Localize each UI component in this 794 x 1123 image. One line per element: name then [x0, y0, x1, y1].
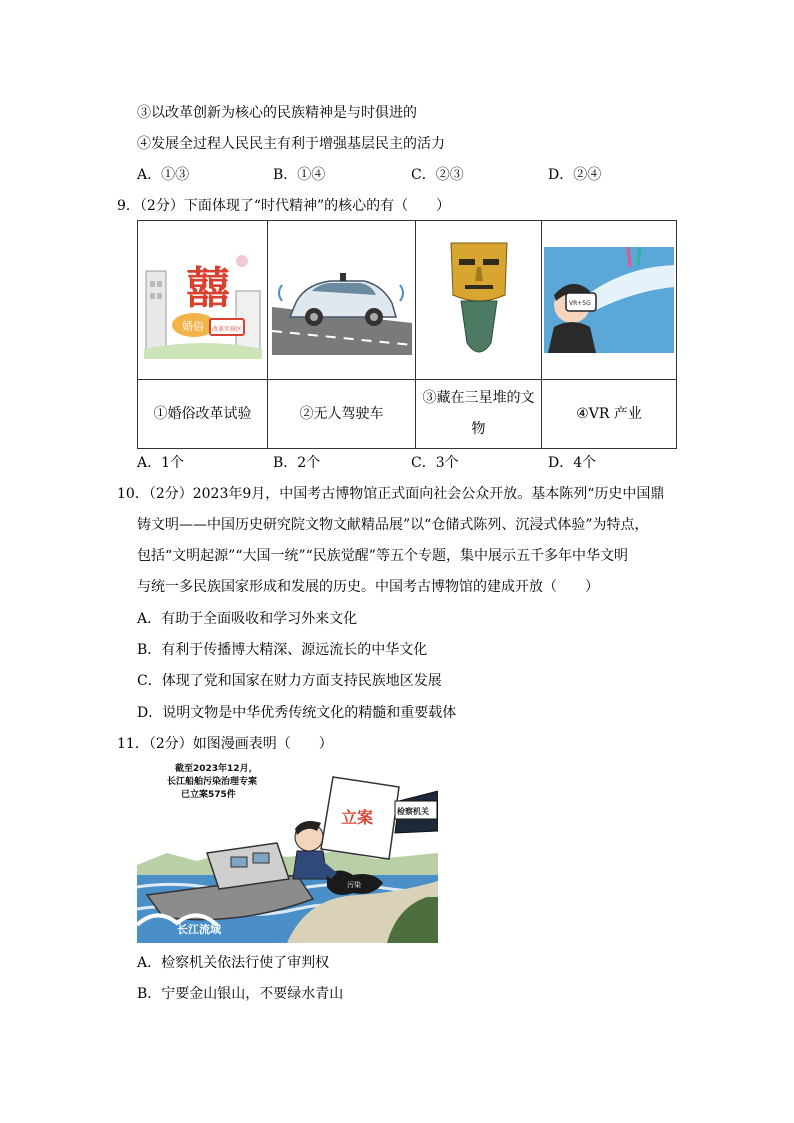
q10-option-a: A．有助于全面吸收和学习外来文化 — [137, 611, 358, 627]
q11-option-b: B．宁要金山银山，不要绿水青山 — [137, 986, 344, 1002]
q11-cartoon — [137, 757, 438, 943]
q9-image-cell-4 — [542, 221, 677, 380]
wedding-reform-illustration — [144, 241, 262, 359]
q11-stem: 11．（2分）如图漫画表明（ ） — [117, 736, 333, 752]
q9-option-c: C．3个 — [411, 455, 459, 471]
q9-image-cell-2 — [268, 221, 416, 380]
q10-option-d: D．说明文物是中华优秀传统文化的精髓和重要载体 — [137, 705, 457, 721]
cartoon-caption-1: 截至2023年12月， — [175, 764, 258, 774]
q9-caption-3-line-2: 物 — [471, 421, 486, 437]
q9-option-d: D．4个 — [548, 455, 597, 471]
q10-stem-line-1: 10．（2分）2023年9月，中国考古博物馆正式面向社会公众开放。基本陈列“历史中国鼎 — [117, 486, 665, 502]
q9-stem: 9．（2分）下面体现了“时代精神”的核心的有（ ） — [117, 198, 451, 214]
q10-stem-line-3: 包括“文明起源”“大国一统”“民族觉醒”等五个专题，集中展示五千多年中华文明 — [137, 548, 628, 564]
q10-option-c: C．体现了党和国家在财力方面支持民族地区发展 — [137, 673, 442, 689]
q9-image-table — [137, 220, 677, 449]
cartoon-caption-3: 已立案575件 — [181, 790, 236, 800]
q11-option-a: A．检察机关依法行使了审判权 — [137, 955, 330, 971]
sleeve-label: 检察机关 — [397, 807, 429, 816]
q8-statement-3: ③以改革创新为核心的民族精神是与时俱进的 — [137, 105, 417, 121]
cartoon-caption-2: 长江船舶污染治理专案 — [167, 777, 258, 787]
q9-caption-4: ④VR 产业 — [542, 380, 677, 449]
q9-image-cell-1 — [138, 221, 268, 380]
oil-label: 污染 — [347, 881, 361, 889]
vr-label: VR+5G — [569, 300, 591, 307]
q8-option-b: B．①④ — [273, 167, 326, 183]
doc-label: 立案 — [341, 808, 374, 827]
sanxingdui-mask-illustration — [439, 235, 519, 365]
q10-stem-line-4: 与统一多民族国家形成和发展的历史。中国考古博物馆的建成开放（ ） — [137, 579, 599, 595]
q9-option-a: A．1个 — [137, 455, 185, 471]
q8-option-c: C．②③ — [411, 167, 464, 183]
q9-image-cell-3 — [416, 221, 542, 380]
region-label: 长江流域 — [177, 923, 221, 936]
q9-caption-3 — [416, 380, 542, 449]
q9-caption-1: ①婚俗改革试验 — [138, 380, 268, 449]
q8-option-a: A．①③ — [137, 167, 190, 183]
driverless-car-illustration — [272, 245, 412, 355]
wedding-tag: 婚俗 — [181, 320, 204, 333]
q10-option-b: B．有利于传播博大精深、源远流长的中华文化 — [137, 642, 428, 658]
q9-caption-2: ②无人驾驶车 — [268, 380, 416, 449]
vr-headset-illustration — [544, 247, 674, 353]
q10-stem-line-2: 铸文明——中国历史研究院文物文献精品展”以“仓储式陈列、沉浸式体验”为特点， — [137, 517, 649, 533]
q8-statement-4: ④发展全过程人民民主有利于增强基层民主的活力 — [137, 136, 445, 152]
wedding-char: 囍 — [185, 263, 230, 314]
wedding-sign: 改革实验区 — [211, 326, 242, 333]
q8-option-d: D．②④ — [548, 167, 602, 183]
q9-caption-3-line-1: ③藏在三星堆的文 — [422, 390, 535, 406]
q9-option-b: B．2个 — [273, 455, 321, 471]
